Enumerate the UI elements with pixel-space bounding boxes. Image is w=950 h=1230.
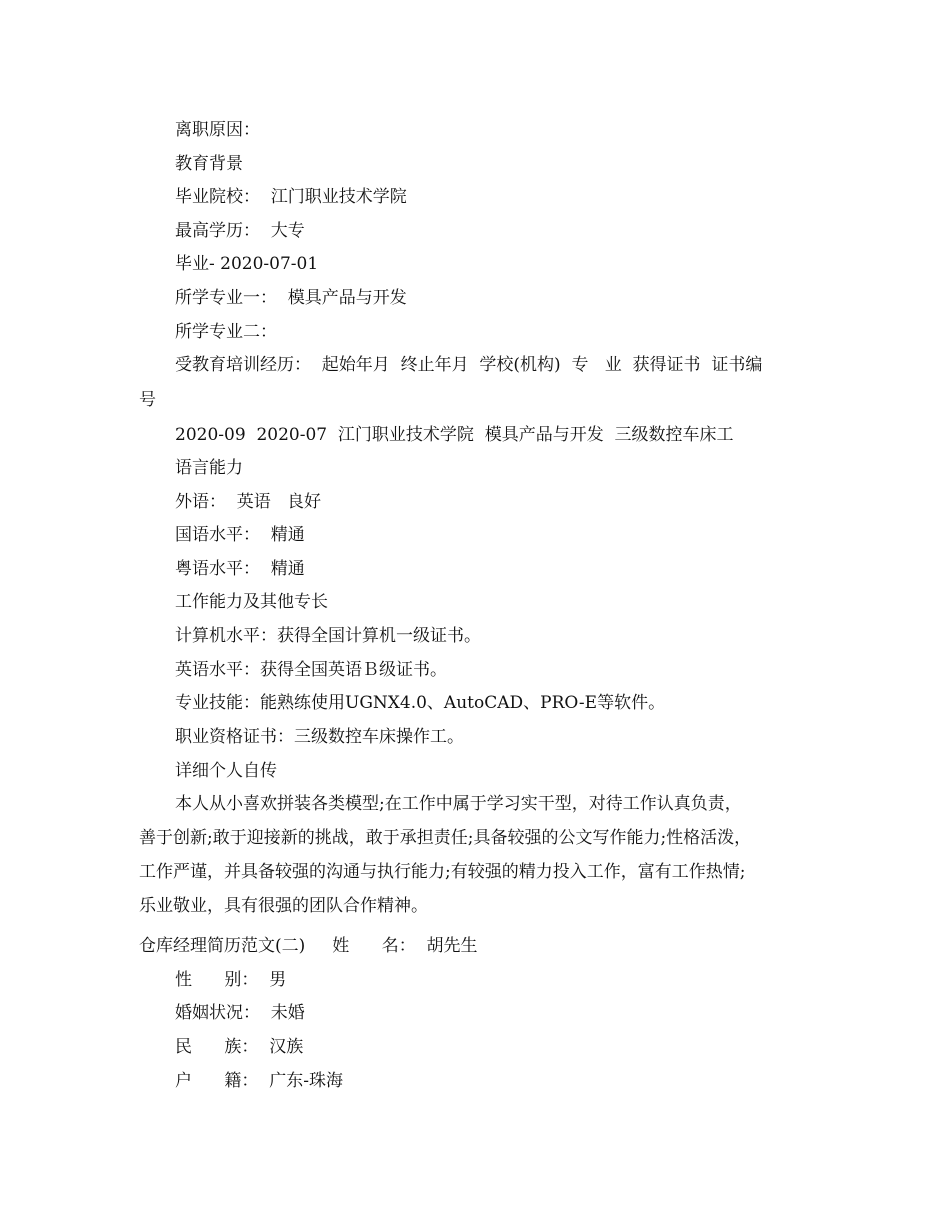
text-line: 民 族： 汉族 <box>175 1037 304 1057</box>
text-line: 英语水平：获得全国英语Ｂ级证书。 <box>175 660 447 680</box>
document-title-line: 仓库经理简历范文(二) 姓 名： 胡先生 <box>139 936 478 956</box>
section-heading: 工作能力及其他专长 <box>175 592 328 612</box>
text-line: 受教育培训经历： 起始年月 终止年月 学校(机构) 专 业 获得证书 证书编 <box>175 355 763 375</box>
section-heading: 语言能力 <box>175 458 243 478</box>
text-line: 所学专业一： 模具产品与开发 <box>175 288 407 308</box>
text-line: 毕业- 2020-07-01 <box>175 254 319 274</box>
text-line: 2020-09 2020-07 江门职业技术学院 模具产品与开发 三级数控车床工 <box>175 425 734 445</box>
paragraph-line: 乐业敬业，具有很强的团队合作精神。 <box>139 896 428 916</box>
paragraph-line: 工作严谨，并具备较强的沟通与执行能力;有较强的精力投入工作，富有工作热情; <box>139 862 746 882</box>
section-heading: 教育背景 <box>175 154 243 174</box>
text-line: 最高学历： 大专 <box>175 221 305 241</box>
text-line: 计算机水平：获得全国计算机一级证书。 <box>175 626 481 646</box>
text-line: 户 籍： 广东-珠海 <box>175 1071 343 1091</box>
text-line: 号 <box>139 390 156 410</box>
text-line: 职业资格证书：三级数控车床操作工。 <box>175 727 464 747</box>
text-line: 离职原因： <box>175 120 260 140</box>
paragraph-line: 本人从小喜欢拼装各类模型;在工作中属于学习实干型，对待工作认真负责， <box>175 794 742 814</box>
section-heading: 详细个人自传 <box>175 761 277 781</box>
paragraph-line: 善于创新;敢于迎接新的挑战，敢于承担责任;具备较强的公文写作能力;性格活泼， <box>139 828 752 848</box>
text-line: 毕业院校： 江门职业技术学院 <box>175 187 407 207</box>
text-line: 所学专业二： <box>175 322 277 342</box>
text-line: 国语水平： 精通 <box>175 525 305 545</box>
text-line: 粤语水平： 精通 <box>175 559 305 579</box>
text-line: 外语： 英语 良好 <box>175 492 322 512</box>
text-line: 专业技能：能熟练使用UGNX4.0、AutoCAD、PRO-E等软件。 <box>175 693 666 713</box>
text-line: 性 别： 男 <box>175 970 287 990</box>
text-line: 婚姻状况： 未婚 <box>175 1003 305 1023</box>
